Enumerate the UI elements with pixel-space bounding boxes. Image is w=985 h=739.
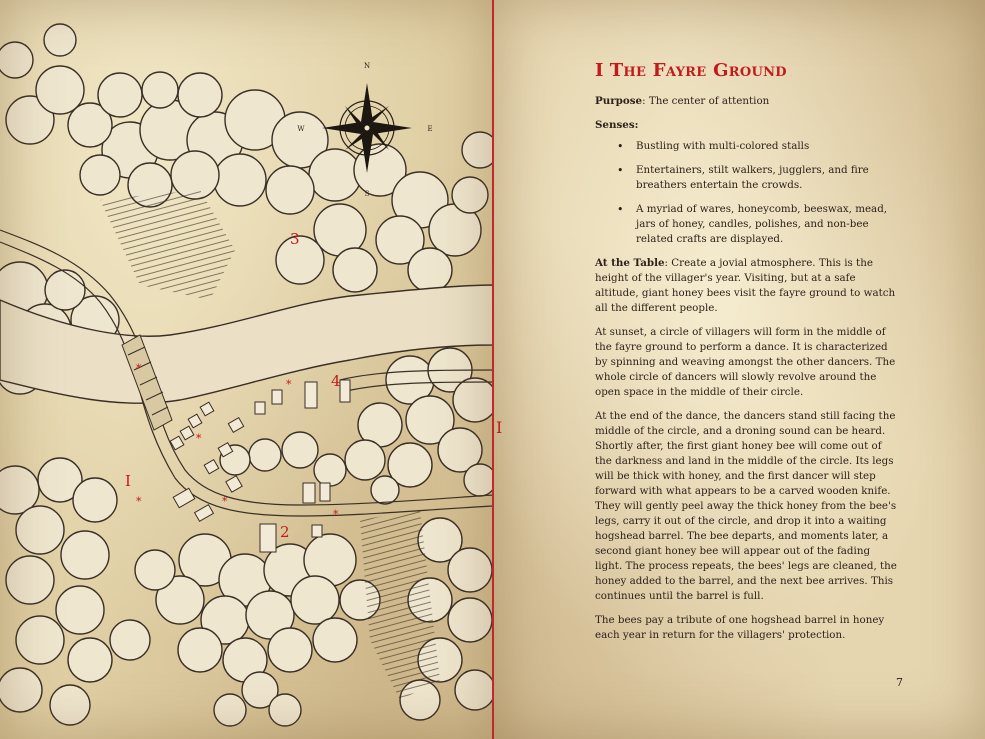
map-asterisk: * xyxy=(196,432,202,445)
senses-item: • Bustling with multi-colored stalls xyxy=(595,139,900,154)
map-label-2: 2 xyxy=(280,523,290,541)
compass-north-label: N xyxy=(363,62,371,70)
body-paragraph: At sunset, a circle of villagers will form in the middle of the fayre ground to perform a dance. It is characterized by spinning and weaving amongst the other dancers. The whole circle of dancers will slowly revolve around the open space in the middle of their circle. xyxy=(595,326,896,398)
body-paragraph: The bees pay a tribute of one hogshead barrel in honey each year in return for the villagers' protection. xyxy=(595,614,885,641)
body-paragraph: At the end of the dance, the dancers stand still facing the middle of the circle, and a droning sound can be heard. Shortly after, the first giant honey bee will come out of the darkness and land in the middle of the circle. Its legs will be thick with honey, and the first dancer will step forward with what appears to be a carved wooden knife. They will gently peel away the thick honey from the bee's legs, carry it out of the circle, and drop it into a waiting hogshead barrel. The bee departs, and moments later, a second giant honey bee will appear out of the fading light. The process repeats, the bees' legs are cleaned, the honey added to the barrel, and the next bee arrives. This continues until the barrel is full. xyxy=(595,410,897,602)
senses-item: • A myriad of wares, honeycomb, beeswax, mead, jars of honey, candles, polishes, and non-bee related crafts are displayed. xyxy=(595,202,900,247)
purpose-line xyxy=(595,94,900,109)
map-asterisk: * xyxy=(136,362,142,375)
page-number: 7 xyxy=(896,676,903,689)
senses-list xyxy=(595,139,900,247)
compass-south-label: S xyxy=(364,190,370,198)
section-content xyxy=(595,58,900,652)
map-label-3: 3 xyxy=(290,230,300,248)
senses-colon: : xyxy=(634,119,639,131)
text-page xyxy=(494,0,985,739)
section-number: I xyxy=(595,60,604,81)
senses-item: • Entertainers, stilt walkers, jugglers, and fire breathers entertain the crowds. xyxy=(595,163,900,193)
section-title xyxy=(595,58,900,84)
map-label-4: 4 xyxy=(331,372,341,390)
at-table-label: At the Table xyxy=(595,257,665,269)
compass-west-label: W xyxy=(297,125,305,133)
senses-label: Senses xyxy=(595,119,635,131)
field-north xyxy=(100,190,235,300)
compass-east-label: E xyxy=(427,125,433,133)
map-asterisk: * xyxy=(222,495,228,508)
map-label-1: I xyxy=(125,472,131,490)
purpose-text: : The center of attention xyxy=(642,95,770,107)
map-asterisk: * xyxy=(333,508,339,521)
edge-section-marker: I xyxy=(496,418,503,437)
map-asterisk: * xyxy=(136,495,142,508)
at-table-text: : Create a jovial atmosphere. This is the height of the villager's year. Visiting, but at a safe altitude, giant honey bees visit the fayre ground to watch all the different people. xyxy=(595,257,896,314)
map-asterisk: * xyxy=(286,378,292,391)
senses-heading xyxy=(595,118,900,133)
purpose-label: Purpose xyxy=(595,95,643,107)
at-table-paragraph xyxy=(595,256,900,316)
section-title-text: The Fayre Ground xyxy=(609,60,787,81)
